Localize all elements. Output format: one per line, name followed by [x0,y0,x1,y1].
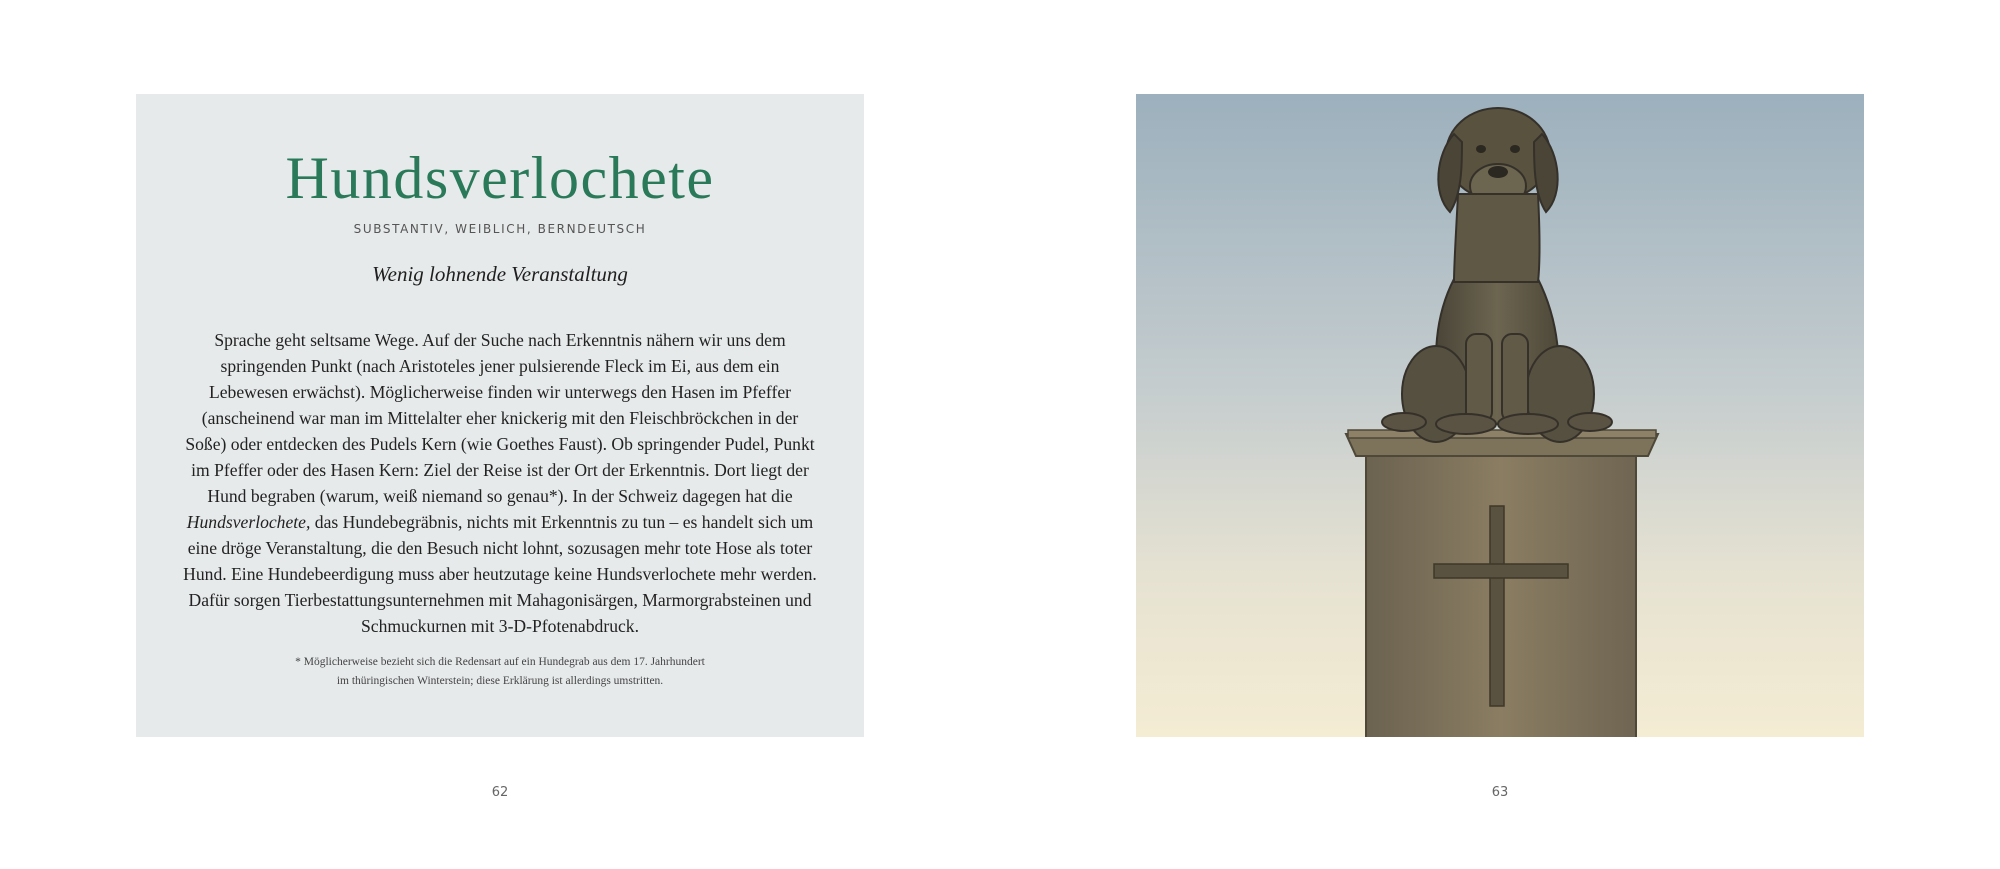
body-text [180,327,820,639]
dog-statue-illustration [1136,94,1864,737]
footnote-line-1: * Möglicherweise bezieht sich die Redensart auf ein Hundegrab aus dem 17. Jahrhundert [295,656,705,668]
body-text-part1: Sprache geht seltsame Wege. Auf der Suche nach Erkenntnis nähern wir uns dem springenden Punkt (nach Aristoteles jener pulsierende Fleck im Ei, aus dem ein Lebewesen erwächst). Möglicherweise finden wir unterwegs den Hasen im Pfeffer (anscheinend war man im Mittelalter eher knickerig mit den Fleischbröckchen in der Soße) oder entdecken des Pudels Kern (wie Goethes Faust). Ob springender Pudel, Punkt im Pfeffer oder des Hasen Kern: Ziel der Reise ist der Ort der Erkenntnis. Dort liegt der Hund begraben (warum, weiß niemand so genau*). In der Schweiz dagegen hat die [185,330,815,506]
body-text-italic: Hundsverlochete, [186,512,311,532]
footnote-line-2: im thüringischen Winterstein; diese Erklärung ist allerdings umstritten. [336,675,664,687]
meaning: Wenig lohnende Veranstaltung [372,262,628,286]
footnote [180,653,820,691]
text-panel [136,94,864,737]
page-number-right: 63 [1491,785,1509,800]
body-text-part2: das Hundebegräbnis, nichts mit Erkenntnis zu tun – es handelt sich um eine dröge Veranstaltung, die den Besuch nicht lohnt, sozusagen mehr tote Hose als toter Hund. Eine Hundebeerdigung muss aber heutzutage keine Hundsverlochete mehr werden. Dafür sorgen Tierbestattungsunternehmen mit Mahagonisärgen, Marmorgrabsteinen und Schmuckurnen mit 3-D-Pfotenabdruck. [183,512,817,636]
page-number-left: 62 [491,785,509,800]
headword: Hundsverlochete [285,145,715,211]
grammar-note: SUBSTANTIV, WEIBLICH, BERNDEUTSCH [353,222,647,236]
